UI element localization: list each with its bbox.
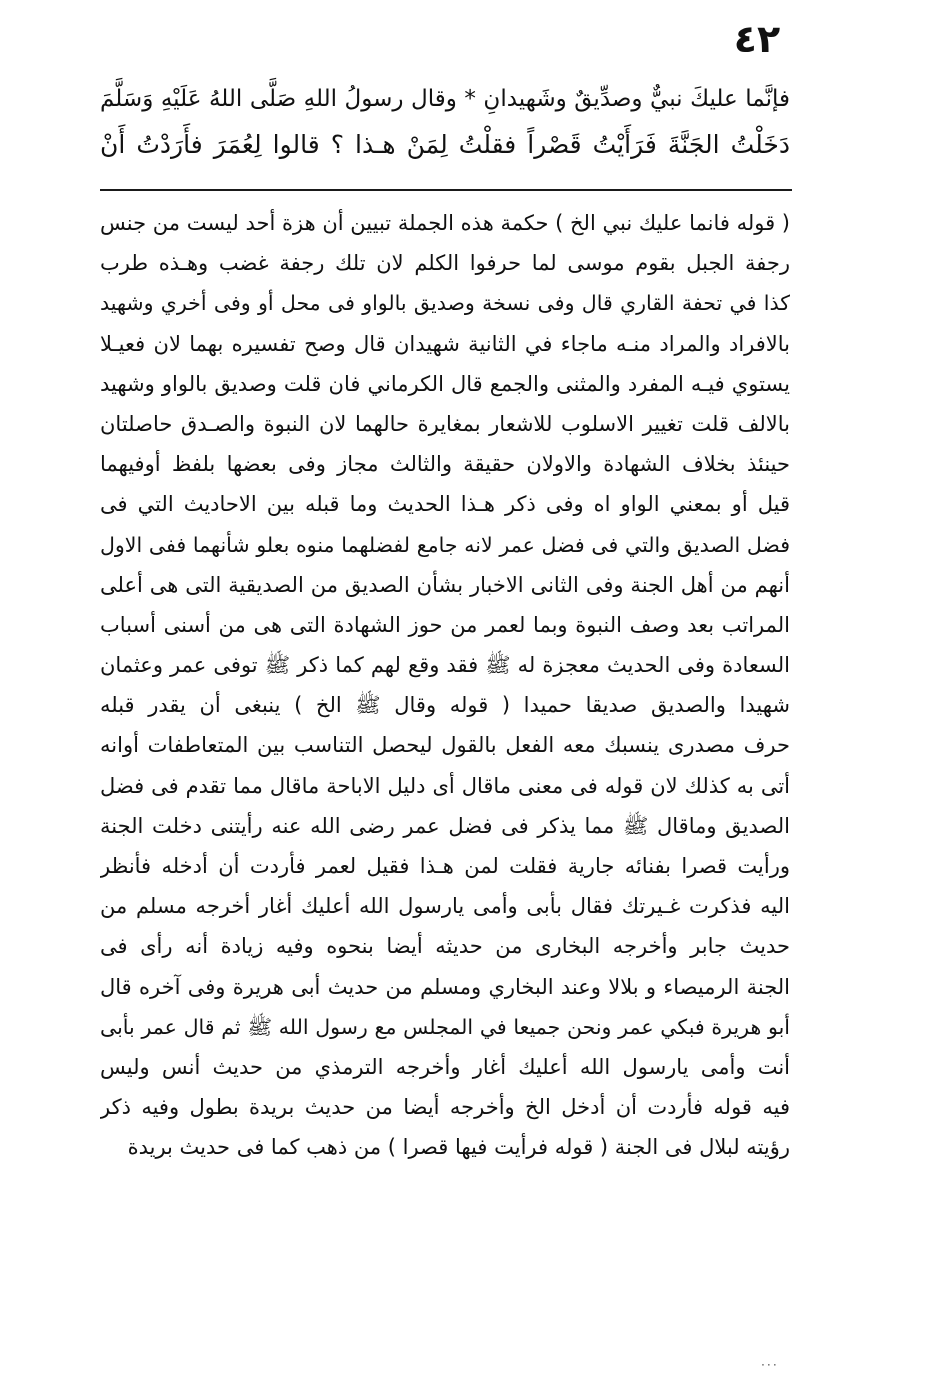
commentary-line: يستوي فيـه المفرد والمثنى والجمع قال الكرماني فان قلت وصديق بالواو وشهيد <box>100 371 790 396</box>
commentary-line: فيه قوله فأردت أن أدخل الخ وأخرجه أيضا من حديث بريدة بطول وفيه ذكر <box>100 1095 790 1120</box>
footer-mark: ٠٠٠ <box>760 1358 778 1371</box>
commentary-line: حينئذ بخلاف الشهادة والاولان حقيقة والثالث مجاز وفى بعضها بلفظ أوفيهما <box>100 452 790 477</box>
commentary-line: بالافراد والمراد منـه ماجاء في الثانية شهيدان قال وصح تفسيره بهما لان فعيـلا <box>100 331 790 356</box>
commentary-line: المراتب بعد وصف النبوة وبما لعمر من حوز الشهادة التى هى من أسنى أسباب <box>100 612 790 637</box>
separator-rule <box>100 189 792 191</box>
commentary-line: رؤيته لبلال فى الجنة ( قوله فرأيت فيها قصرا ) من ذهب كما فى حديث بريدة <box>127 1135 790 1160</box>
commentary-line: الصديق وماقال ﷺ مما يذكر فى فضل عمر رضى الله عنه رأيتنى دخلت الجنة <box>100 813 790 838</box>
hadith-line: دَخَلْتُ الجَنَّةَ فَرَأَيْتُ قَصْراً فقلْتُ لِمَنْ هـذا ؟ قالوا لِعُمَرَ فأَرَدْتُ أَنْ <box>100 130 790 159</box>
commentary-line: أنهم من أهل الجنة وفى الثانى الاخبار بشأن الصديق من الصديقية التى هى أعلى <box>100 572 790 597</box>
commentary-line: حديث جابر وأخرجه البخارى من حديثه أيضا بنحوه وفيه زيادة أنه رأى فى <box>100 934 790 959</box>
commentary-line: السعادة وفى الحديث معجزة له ﷺ فقد وقع لهم كما ذكر ﷺ توفى عمر وعثمان <box>100 653 790 678</box>
commentary-line: ( قوله فانما عليك نبي الخ ) حكمة هذه الجملة تبيين أن هزة أحد ليست من جنس <box>100 211 790 235</box>
hadith-line: فإنَّما عليكَ نبيٌّ وصدِّيقٌ وشَهيدانِ * وقال رسولُ اللهِ صَلَّى اللهُ عَلَيْهِ وَسَلَّمَ <box>100 86 790 112</box>
commentary-line: اليه فذكرت غـيرتك فقال بأبى وأمى يارسول الله أعليك أغار أخرجه مسلم من <box>100 894 790 919</box>
commentary-line: الجنة الرميصاء و بلالا وعند البخاري ومسلم من حديث أبى هريرة وفى آخره قال <box>100 974 790 999</box>
commentary-line: ورأيت قصرا بفنائه جارية فقلت لمن هـذا فقيل لعمر فأردت أن أدخله فأنظر <box>100 854 790 878</box>
commentary-line: شهيدا والصديق صديقا حميدا ( قوله وقال ﷺ الخ ) ينبغى أن يقدر قبله <box>100 693 790 718</box>
commentary-line: كذا في تحفة القاري قال وفى نسخة وصديق بالواو فى محل أو وفى أخري وشهيد <box>100 291 790 316</box>
commentary-line: حرف مصدرى ينسبك معه الفعل بالقول ليحصل التناسب بين المتعاطفات أوانه <box>100 733 790 758</box>
hadith-text <box>100 76 790 168</box>
commentary-text <box>100 203 790 1168</box>
commentary-line: أنت وأمى يارسول الله أعليك أغار وأخرجه الترمذي من حديث أنس وليس <box>100 1054 790 1079</box>
page-number: ٤٢ <box>733 17 781 61</box>
commentary-line: أتى به كذلك لان قوله فى معنى ماقال أى دليل الاباحة ماقال مما تقدم فى فضل <box>100 773 790 798</box>
commentary-line: بالالف قلت تغيير الاسلوب للاشعار بمغايرة حالهما لان النبوة والصـدق حاصلتان <box>100 411 790 436</box>
commentary-line: أبو هريرة فبكي عمر ونحن جميعا في المجلس مع رسول الله ﷺ ثم قال عمر بأبى <box>100 1014 790 1039</box>
commentary-line: رجفة الجبل بقوم موسى لما حرفوا الكلم لان تلك رجفة غضب وهـذه طرب <box>100 251 790 276</box>
commentary-line: قيل أو بمعني الواو اه وفى ذكر هـذا الحديث وما قبله بين الاحاديث التي فى <box>100 492 790 517</box>
commentary-line: فضل الصديق والتي فى فضل عمر لانه جامع لفضلهما منوه بعلو شأنهما ففى الاول <box>100 532 790 557</box>
